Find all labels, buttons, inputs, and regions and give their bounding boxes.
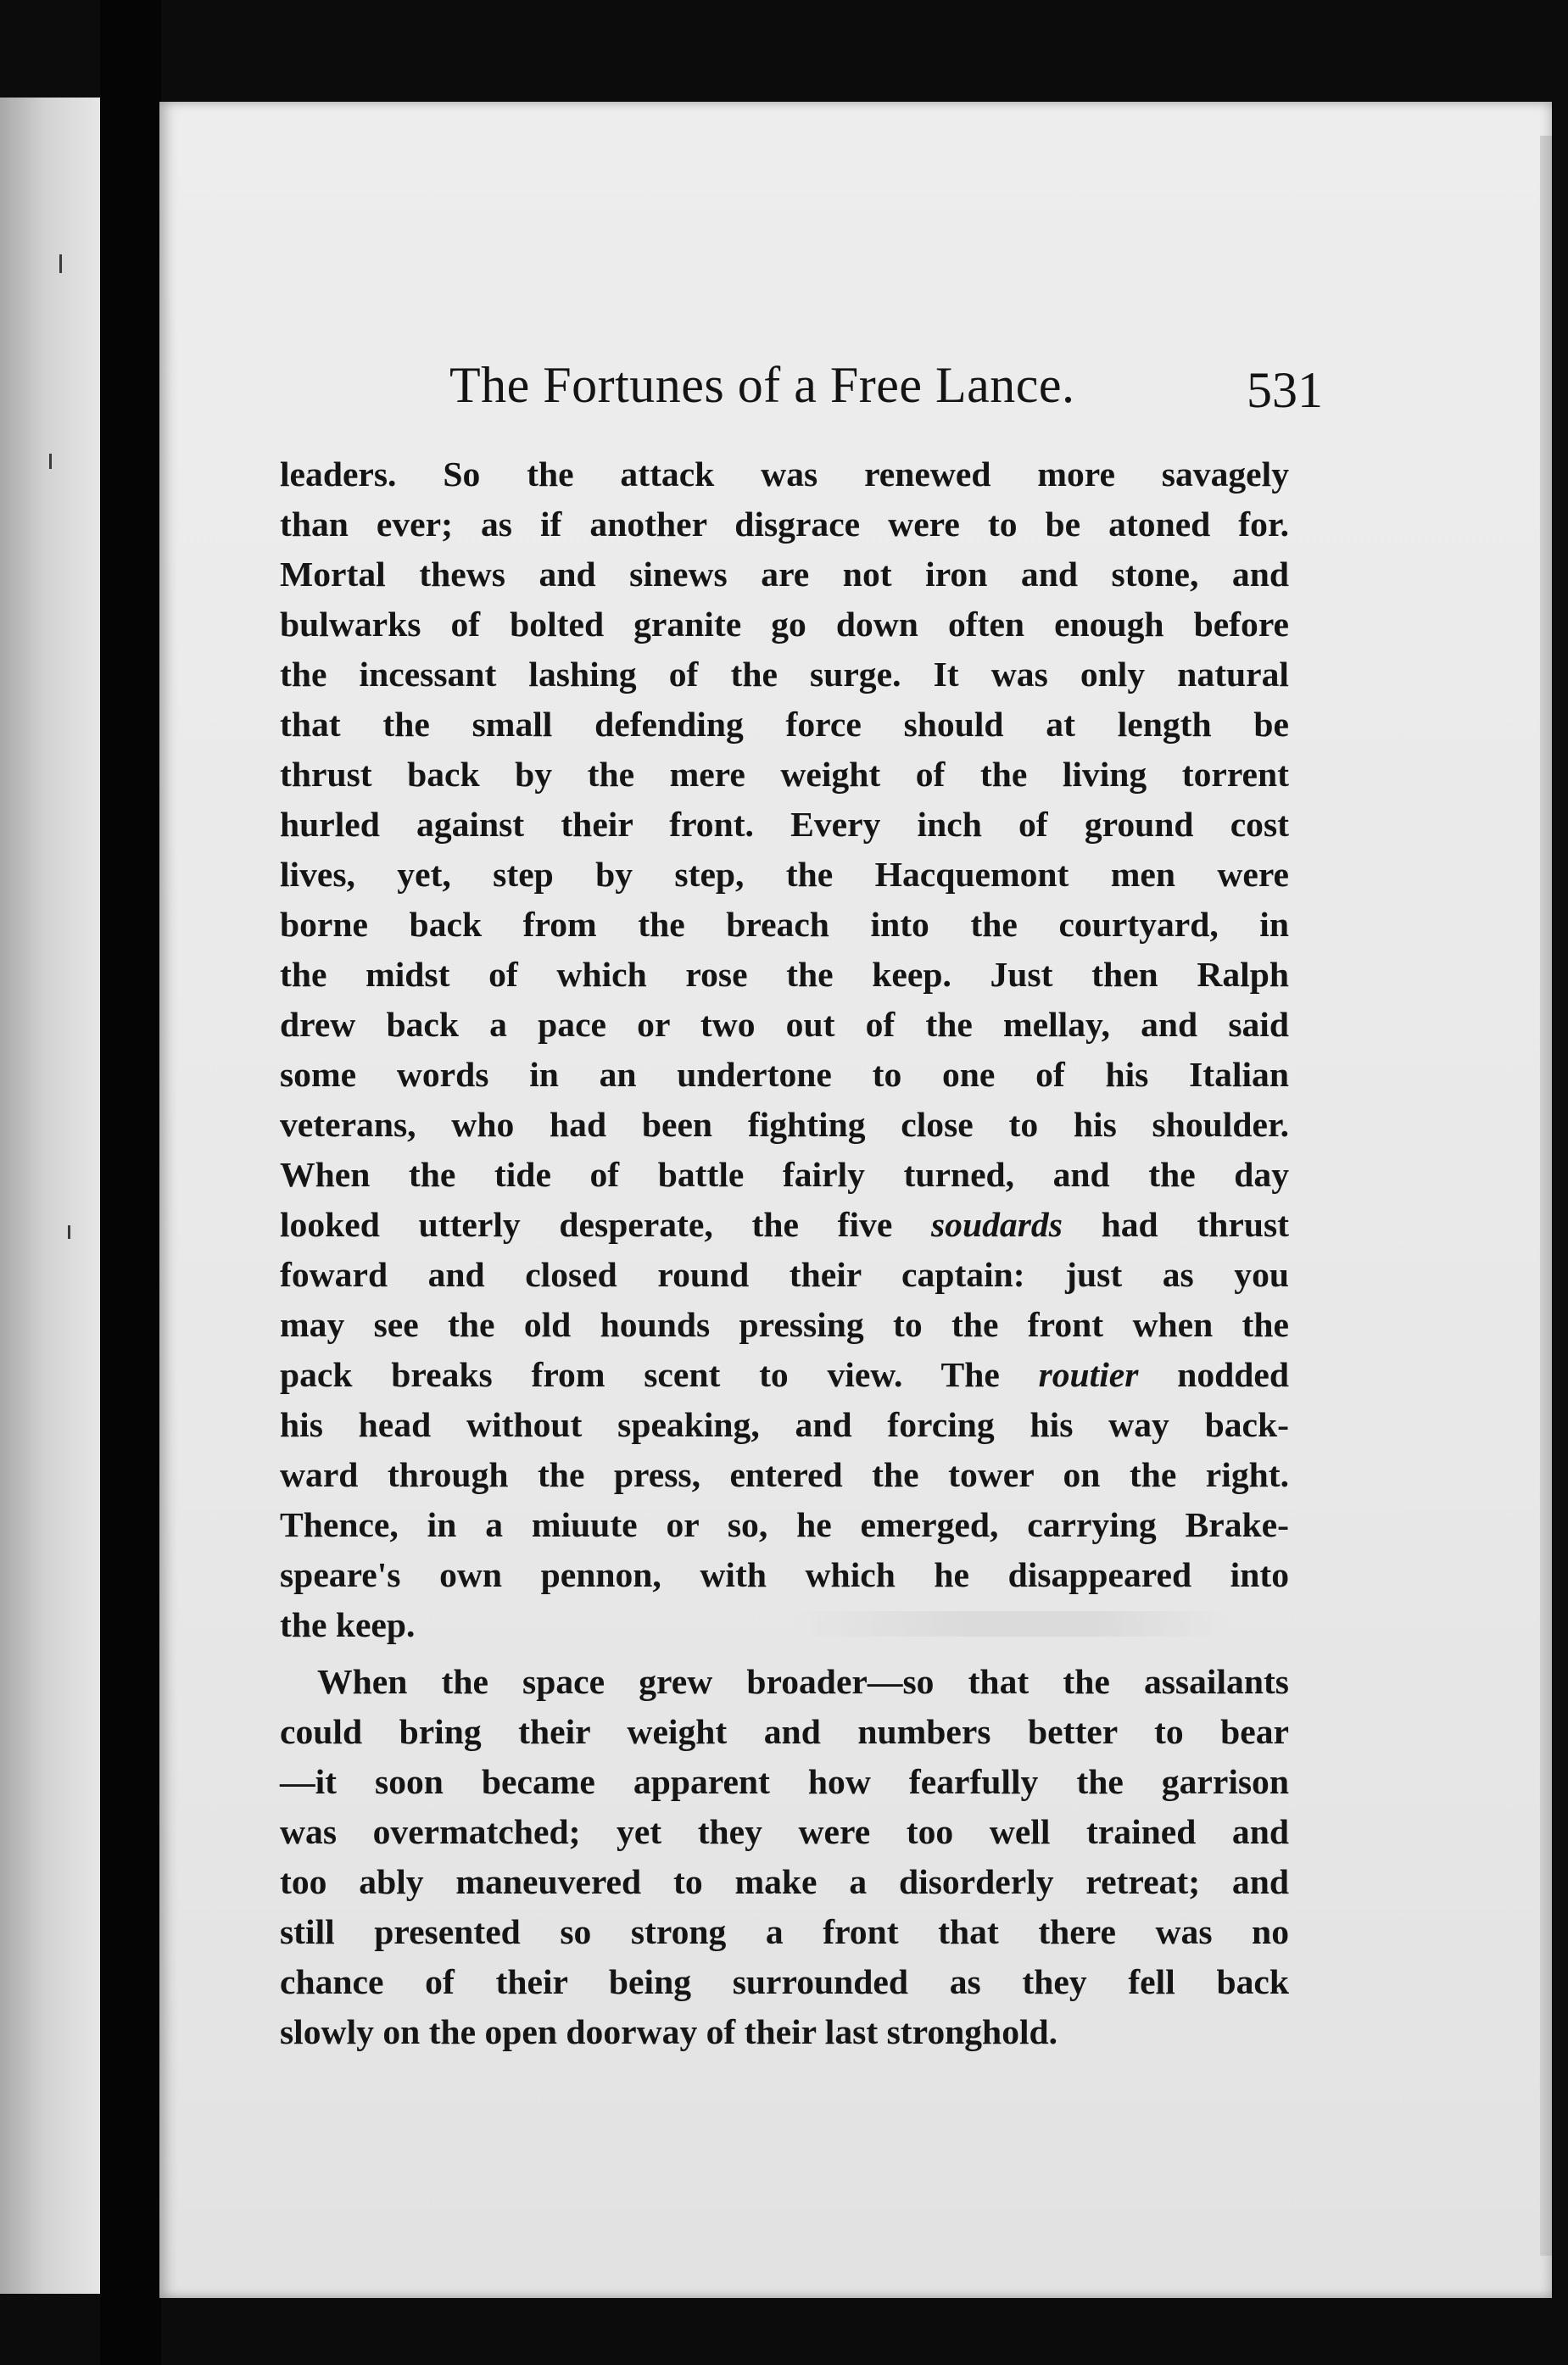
page-number: 531 (1247, 362, 1323, 418)
text-line: When the tide of battle fairly turned, and the day (280, 1155, 1289, 1194)
italic-term: routier (1038, 1355, 1139, 1394)
facing-page-mark (49, 454, 52, 469)
text-line: drew back a pace or two out of the mellay, and said (280, 1005, 1289, 1044)
text-line: looked utterly desperate, the five soudards had thrust (280, 1205, 1289, 1244)
text-line: veterans, who had been fighting close to his shoulder. (280, 1105, 1289, 1144)
text-line: the keep. (280, 1605, 416, 1644)
text-line: still presented so strong a front that there was no (280, 1912, 1289, 1951)
paragraph-1 (280, 449, 1289, 1650)
italic-term: soudards (931, 1205, 1063, 1244)
paragraph-2 (280, 1657, 1289, 2057)
facing-page-mark (68, 1225, 70, 1239)
text-line: chance of their being surrounded as they fell back (280, 1962, 1289, 2001)
page-header (449, 356, 1323, 424)
text-line: the incessant lashing of the surge. It was only natural (280, 655, 1289, 694)
text-line: bulwarks of bolted granite go down often enough before (280, 605, 1289, 644)
text-line: hurled against their front. Every inch of ground cost (280, 805, 1289, 844)
text-line: was overmatched; yet they were too well trained and (280, 1812, 1289, 1851)
text-line: lives, yet, step by step, the Hacquemont men were (280, 855, 1289, 894)
text-line: that the small defending force should at length be (280, 705, 1289, 744)
text-line: too ably maneuvered to make a disorderly retreat; and (280, 1862, 1289, 1901)
text-line: Thence, in a miuute or so, he emerged, carrying Brake- (280, 1505, 1289, 1544)
text-line: When the space grew broader—so that the assailants (317, 1662, 1289, 1701)
text-line: pack breaks from scent to view. The routier nodded (280, 1355, 1290, 1394)
text-line: could bring their weight and numbers better to bear (280, 1712, 1289, 1751)
text-line: than ever; as if another disgrace were to be atoned for. (280, 505, 1289, 544)
text-line: borne back from the breach into the courtyard, in (280, 905, 1289, 944)
text-line: foward and closed round their captain: just as you (280, 1255, 1289, 1294)
text-line: may see the old hounds pressing to the front when the (280, 1305, 1289, 1344)
text-line: some words in an undertone to one of his Italian (280, 1055, 1289, 1094)
text-line: speare's own pennon, with which he disappeared into (280, 1555, 1289, 1594)
facing-page-edge (0, 98, 100, 2294)
text-line: slowly on the open doorway of their last stronghold. (280, 2012, 1058, 2051)
page-edge-shadow (1540, 136, 1552, 2256)
text-line: his head without speaking, and forcing his way back- (280, 1405, 1289, 1444)
text-line: Mortal thews and sinews are not iron and stone, and (280, 555, 1289, 594)
text-line: —it soon became apparent how fearfully the garrison (280, 1762, 1289, 1801)
text-line: leaders. So the attack was renewed more savagely (280, 455, 1289, 494)
text-line: the midst of which rose the keep. Just then Ralph (280, 955, 1289, 994)
facing-page-mark (59, 254, 62, 273)
book-gutter (100, 0, 161, 2365)
text-line: ward through the press, entered the tower on the right. (280, 1455, 1289, 1494)
text-line: thrust back by the mere weight of the living torrent (280, 755, 1289, 794)
running-title: The Fortunes of a Free Lance. (449, 357, 1075, 413)
body-text (280, 449, 1289, 2057)
